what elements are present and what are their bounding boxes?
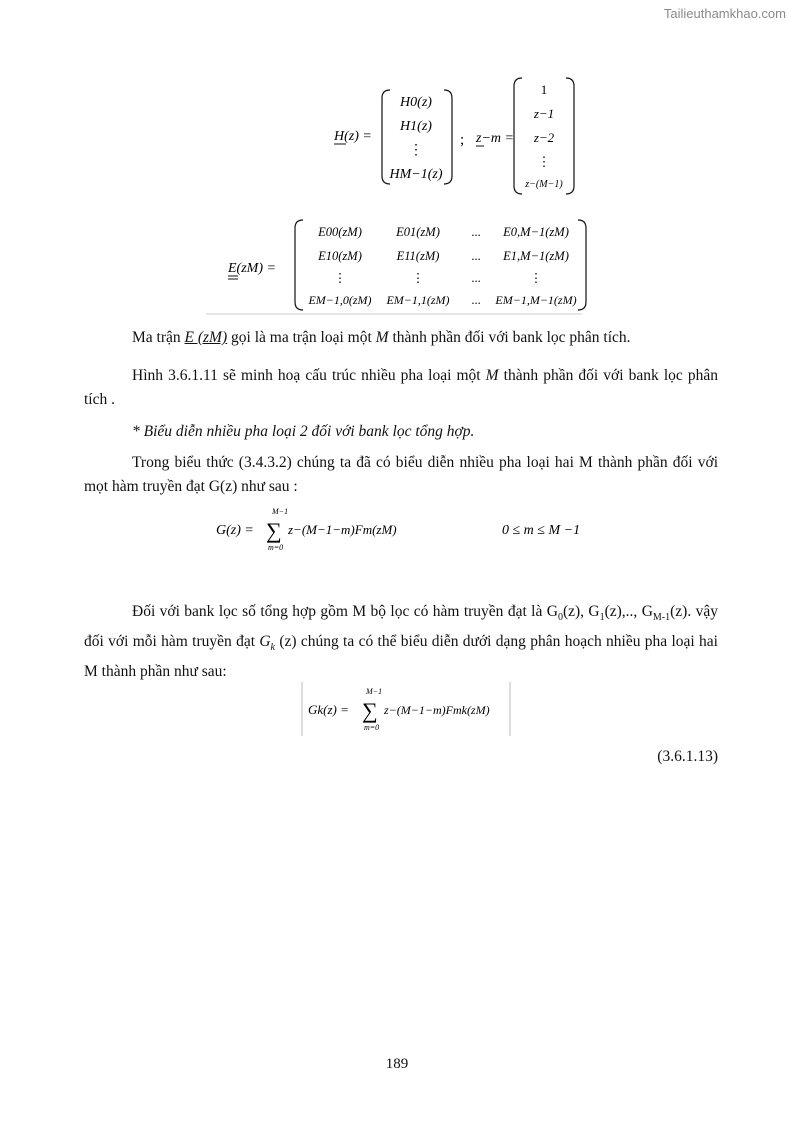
right-paren (444, 90, 452, 184)
right-paren (566, 78, 574, 194)
matrix-cell: E11(zM) (396, 249, 440, 263)
right-paren (578, 220, 586, 310)
h-entry: H0(z) (400, 95, 432, 110)
matrix-cell: EM−1,M−1(zM) (495, 293, 577, 307)
matrix-cell: ... (471, 249, 481, 263)
sum-symbol: ∑ (362, 698, 378, 723)
matrix-cell: E1,M−1(zM) (503, 249, 569, 263)
z-entry: ⋮ (537, 154, 551, 169)
matrix-cell: ⋮ (411, 271, 425, 285)
sum-upper: M−1 (272, 507, 289, 516)
matrix-cell: ... (471, 271, 481, 285)
gk-term: z−(M−1−m)Fmk(zM) (384, 703, 490, 717)
paragraph-2: Hình 3.6.1.11 sẽ minh hoạ cấu trúc nhiều pha loại một M thành phần đối với bank lọc phân tích . (84, 367, 719, 408)
gk-lhs: Gk(z) = (308, 702, 349, 717)
sum-symbol: ∑ (266, 518, 282, 543)
paragraph-5: Đối với bank lọc số tổng hợp gồm M bộ lọc có hàm truyền đạt là $G_0(z)$, $G_1(z)$,.., $G_{M-1}(z)$. vậy đối với mỗi hàm truyền đạt $G_k$ (z) chúng ta có thể biểu diễn dưới dạng phân hoạch nhiều pha loại hai M thành phần như sau: (84, 603, 718, 681)
h-entry: H1(z) (400, 119, 432, 134)
z-entry: z−(M−1) (525, 179, 563, 190)
z-entry: z−2 (533, 130, 555, 145)
equation-vectors (320, 72, 600, 202)
matrix-cell: ... (471, 225, 481, 239)
h-entry: ⋮ (409, 143, 423, 158)
matrix-cell: E00(zM) (318, 225, 362, 239)
matrix-cell: ⋮ (529, 271, 543, 285)
matrix-cell: E01(zM) (396, 225, 440, 239)
matrix-cell: E0,M−1(zM) (503, 225, 569, 239)
section-heading: * Biểu diễn nhiều pha loại 2 đối với bank lọc tổng hợp. (132, 423, 475, 440)
g-term: z−(M−1−m)Fm(zM) (288, 522, 397, 537)
sum-lower: m=0 (268, 543, 284, 552)
z-entry: z−1 (533, 106, 555, 121)
separator: ; (460, 132, 465, 148)
page-number: 189 (385, 1056, 409, 1072)
left-paren (295, 220, 303, 310)
equation-number: (3.6.1.13) (657, 748, 718, 765)
matrix-symbol: E (zM) (184, 329, 228, 346)
equation-g (210, 504, 630, 556)
equation-matrix (200, 214, 600, 318)
paragraph-1: Ma trận E (zM) gọi là ma trận loại một M thành phần đối với bank lọc phân tích. (132, 329, 631, 346)
paragraph-4: Trong biểu thức (3.4.3.2) chúng ta đã có biểu diễn nhiều pha loại hai M thành phần đối với mọt hàm truyền đạt G(z) như sau : (84, 454, 718, 495)
z-entry: 1 (540, 82, 548, 97)
matrix-lhs: E(zM) = (228, 261, 276, 276)
sum-lower: m=0 (364, 723, 380, 732)
h-vector-lhs: H(z) = (334, 129, 372, 144)
watermark: Tailieuthamkhao.com (663, 6, 786, 21)
g-lhs: G(z) = (216, 523, 254, 538)
equation-gk (300, 680, 514, 738)
matrix-cell: EM−1,1(zM) (386, 293, 450, 307)
sum-upper: M−1 (366, 687, 383, 696)
left-paren (514, 78, 522, 194)
g-condition: 0 ≤ m ≤ M −1 (502, 523, 581, 538)
matrix-cell: ... (471, 293, 481, 307)
matrix-cell: E10(zM) (318, 249, 362, 263)
h-entry: HM−1(z) (389, 167, 443, 182)
matrix-cell: EM−1,0(zM) (308, 293, 372, 307)
matrix-cell: ⋮ (333, 271, 347, 285)
z-vector-lhs: z−m = (476, 131, 514, 146)
